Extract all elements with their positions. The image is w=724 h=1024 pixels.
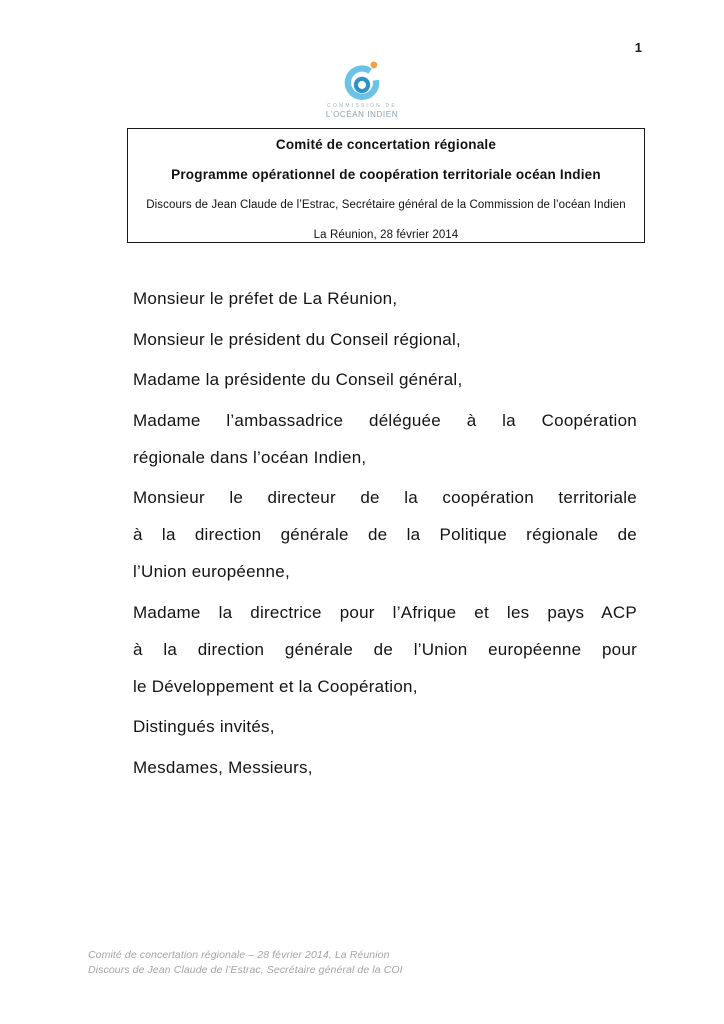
paragraph [133,479,637,590]
text-line: l’Union européenne, [133,562,290,581]
logo-caption-top: COMMISSION DE [327,103,397,109]
paragraph [133,280,637,317]
title-line-4: La Réunion, 28 février 2014 [313,229,459,241]
text-line: Distingués invités, [133,717,275,736]
title-box [127,128,645,243]
coi-logo [0,56,724,119]
text-line: Mesdames, Messieurs, [133,757,313,777]
footer-line-2: Discours de Jean Claude de l’Estrac, Secrétaire général de la COI [88,963,403,976]
text-line: à la direction générale de la Politique régionale de [133,525,637,544]
title-line-1: Comité de concertation régionale [275,137,497,152]
paragraph [133,749,637,786]
text-line: Madame la présidente du Conseil général, [133,370,463,389]
paragraph [133,402,637,476]
title-line-3: Discours de Jean Claude de l’Estrac, Secrétaire général de la Commission de l’océan Indien [146,199,626,211]
paragraph [133,361,637,398]
paragraph [133,321,637,358]
text-line: Monsieur le président du Conseil régional, [133,329,462,349]
paragraph [133,708,637,745]
logo-caption-bottom: L'OCÉAN INDIEN [325,110,399,119]
page-footer [88,948,403,977]
paragraph [133,594,637,705]
text-line: régionale dans l’océan Indien, [133,447,367,467]
text-line: à la direction générale de l’Union européenne pour [133,639,637,659]
footer-line-1: Comité de concertation régionale – 28 février 2014, La Réunion [88,949,390,961]
coi-spiral-logo-icon [339,56,385,102]
title-line-2: Programme opérationnel de coopération territoriale océan Indien [171,167,601,182]
body-paragraphs [133,280,637,789]
text-line: Madame l’ambassadrice déléguée à la Coopération [133,410,637,430]
text-line: le Développement et la Coopération, [133,676,418,696]
text-line: Monsieur le directeur de la coopération territoriale [133,488,637,507]
text-line: Madame la directrice pour l’Afrique et les pays ACP [133,602,637,622]
page-number: 1 [634,40,642,55]
text-line: Monsieur le préfet de La Réunion, [133,289,398,308]
